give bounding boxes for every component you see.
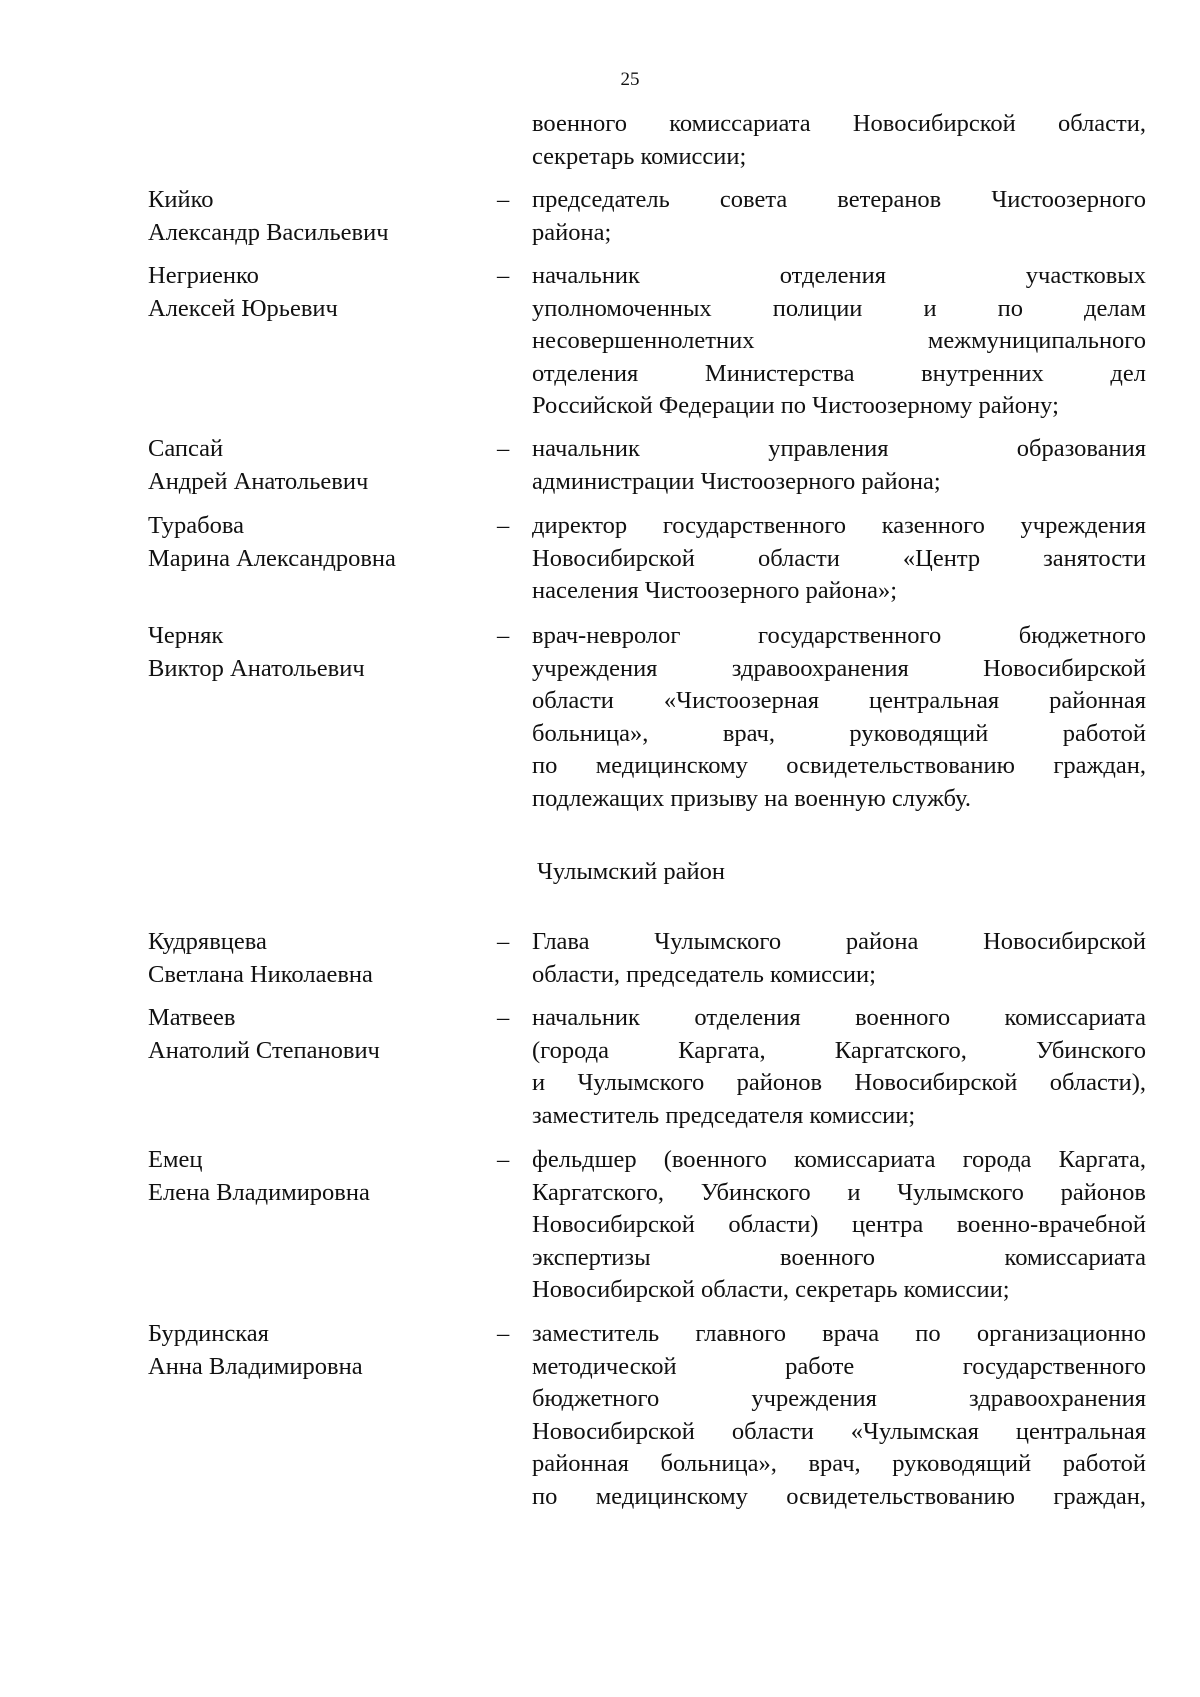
description-line: по медицинскому освидетельствованию граждан,: [532, 1482, 1146, 1510]
member-given-name: Алексей Юрьевич: [148, 294, 338, 322]
member-surname: Кудрявцева: [148, 928, 267, 955]
dash-separator: –: [497, 1320, 510, 1347]
description-line: учреждения здравоохранения Новосибирской: [532, 654, 1146, 682]
description-line: районная больница», врач, руководящий работой: [532, 1450, 1146, 1477]
member-surname: Черняк: [148, 622, 224, 649]
description-line: начальник отделения военного комиссариата: [532, 1004, 1146, 1031]
description-line: заместитель главного врача по организационно: [532, 1320, 1146, 1347]
member-surname: Бурдинская: [148, 1320, 269, 1347]
description-line: военного комиссариата Новосибирской области,: [532, 110, 1146, 137]
member-name: [148, 1144, 488, 1209]
description-line: уполномоченных полиции и по делам: [532, 294, 1146, 322]
description-line: Новосибирской области) центра военно-врачебной: [532, 1211, 1146, 1238]
description-line: (города Каргата, Каргатского, Убинского: [532, 1036, 1146, 1064]
dash-separator: –: [497, 262, 510, 289]
description-line: фельдшер (военного комиссариата города Каргата,: [532, 1146, 1146, 1173]
description-line: больница», врач, руководящий работой: [532, 719, 1146, 747]
description-line: населения Чистоозерного района»;: [532, 577, 898, 604]
member-name: [148, 620, 488, 685]
dash-separator: –: [497, 186, 510, 213]
description-line: администрации Чистоозерного района;: [532, 467, 941, 495]
member-role: [532, 1318, 1146, 1513]
description-line: бюджетного учреждения здравоохранения: [532, 1385, 1146, 1412]
description-line: заместитель председателя комиссии;: [532, 1101, 916, 1129]
continuation-text: [532, 108, 1146, 173]
dash-separator: –: [497, 622, 510, 649]
member-role: [532, 510, 1146, 608]
description-line: секретарь комиссии;: [532, 142, 747, 170]
member-name: [148, 433, 488, 498]
description-line: методической работе государственного: [532, 1352, 1146, 1380]
member-given-name: Андрей Анатольевич: [148, 467, 369, 495]
member-surname: Матвеев: [148, 1004, 236, 1031]
member-role: [532, 184, 1146, 249]
member-given-name: Светлана Николаевна: [148, 960, 373, 988]
member-role: [532, 620, 1146, 815]
dash-separator: –: [497, 1146, 510, 1173]
description-line: Новосибирской области, секретарь комиссии;: [532, 1276, 1010, 1303]
member-surname: Негриенко: [148, 262, 259, 289]
description-line: области, председатель комиссии;: [532, 960, 876, 988]
member-given-name: Александр Васильевич: [148, 218, 389, 246]
page-number: 25: [620, 69, 640, 90]
member-given-name: Анна Владимировна: [148, 1352, 363, 1380]
member-given-name: Елена Владимировна: [148, 1178, 370, 1206]
description-line: области «Чистоозерная центральная районная: [532, 687, 1146, 714]
description-line: отделения Министерства внутренних дел: [532, 359, 1146, 387]
member-role: [532, 260, 1146, 423]
member-given-name: Анатолий Степанович: [148, 1036, 380, 1064]
description-line: Новосибирской области «Центр занятости: [532, 544, 1146, 572]
member-name: [148, 260, 488, 325]
member-given-name: Виктор Анатольевич: [148, 654, 365, 682]
dash-separator: –: [497, 435, 510, 462]
description-line: Новосибирской области «Чулымская центральная: [532, 1417, 1146, 1445]
member-surname: Сапсай: [148, 435, 224, 462]
dash-separator: –: [497, 928, 510, 955]
dash-separator: –: [497, 512, 510, 539]
description-line: Российской Федерации по Чистоозерному району;: [532, 392, 1059, 419]
description-line: директор государственного казенного учреждения: [532, 512, 1146, 539]
member-role: [532, 926, 1146, 991]
description-line: района;: [532, 218, 612, 246]
member-surname: Турабова: [148, 512, 244, 539]
description-line: и Чулымского районов Новосибирской области),: [532, 1069, 1146, 1096]
dash-separator: –: [497, 1004, 510, 1031]
member-role: [532, 433, 1146, 498]
description-line: Каргатского, Убинского и Чулымского районов: [532, 1178, 1146, 1206]
description-line: врач-невролог государственного бюджетного: [532, 622, 1146, 649]
description-line: подлежащих призыву на военную службу.: [532, 784, 972, 812]
member-surname: Емец: [148, 1146, 203, 1173]
member-surname: Кийко: [148, 186, 214, 213]
description-line: председатель совета ветеранов Чистоозерного: [532, 186, 1146, 213]
description-line: начальник отделения участковых: [532, 262, 1146, 289]
description-line: экспертизы военного комиссариата: [532, 1243, 1146, 1271]
section-heading: Чулымский район: [537, 858, 726, 885]
member-given-name: Марина Александровна: [148, 544, 396, 572]
member-role: [532, 1144, 1146, 1307]
member-name: [148, 926, 488, 991]
member-role: [532, 1002, 1146, 1132]
member-name: [148, 510, 488, 575]
member-name: [148, 1318, 488, 1383]
member-name: [148, 1002, 488, 1067]
description-line: по медицинскому освидетельствованию граждан,: [532, 752, 1146, 779]
member-name: [148, 184, 488, 249]
description-line: Глава Чулымского района Новосибирской: [532, 928, 1146, 955]
continuation-description: [532, 108, 1146, 173]
description-line: несовершеннолетних межмуниципального: [532, 327, 1146, 354]
description-line: начальник управления образования: [532, 435, 1146, 462]
